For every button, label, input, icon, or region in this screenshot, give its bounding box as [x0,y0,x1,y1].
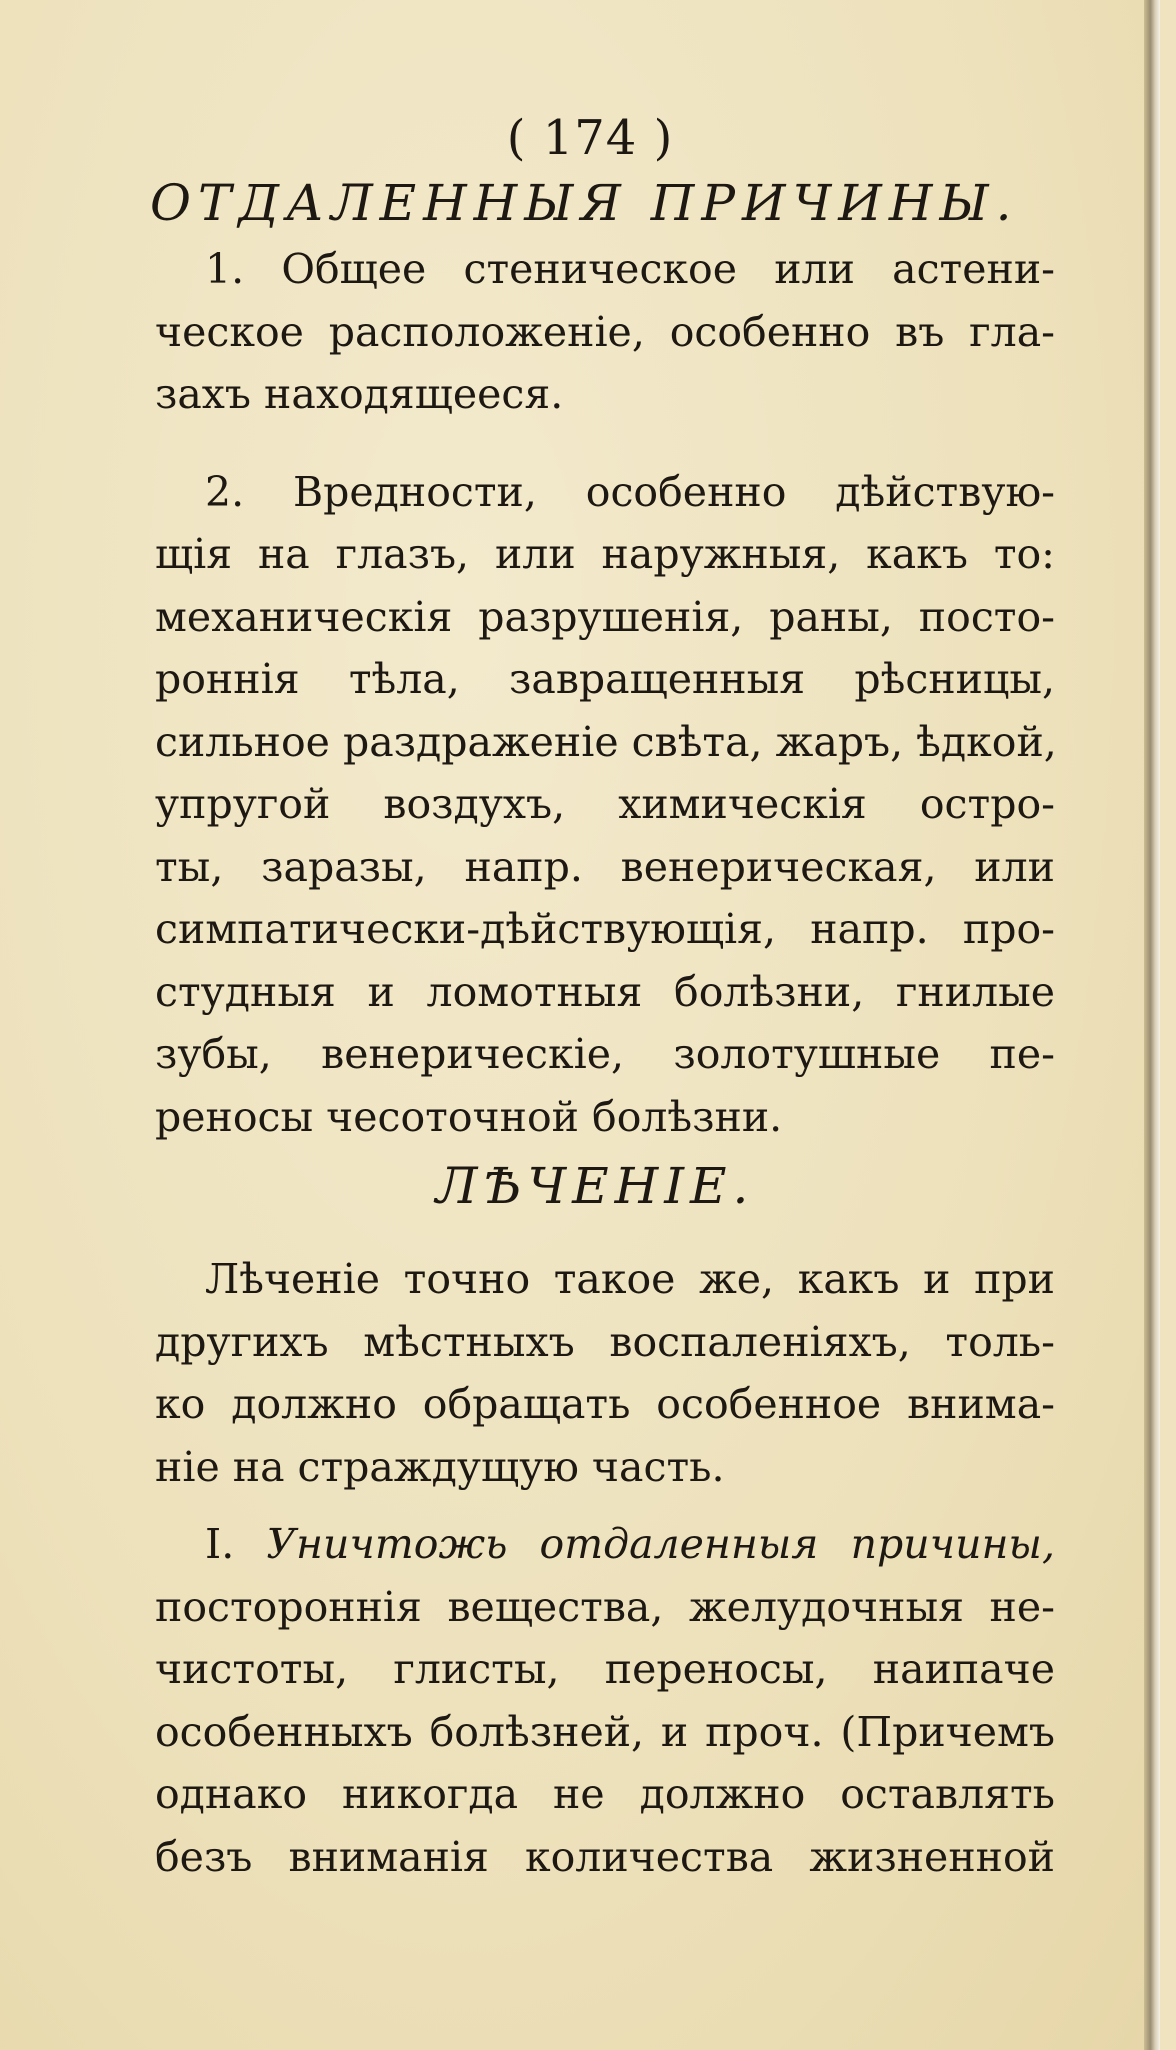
remote-cause-item-2 [155,461,1055,1149]
text-line: щія на глазъ, или наружныя, какъ то: [155,530,1055,578]
text-line: ческое расположеніе, особенно въ гла- [155,307,1055,356]
page-content [150,108,1057,1888]
italic-instruction: Уничтожь отдаленныя причины, [266,1520,1055,1568]
text-line: другихъ мѣстныхъ воспаленіяхъ, толь- [155,1317,1055,1366]
text-line: роннія тѣла, завращенныя рѣсницы, [155,655,1055,703]
remote-cause-item-1 [155,238,1055,426]
page-number: ( 174 ) [506,110,674,166]
text-line: реносы чесоточной болѣзни. [155,1092,783,1141]
text-line: ко должно обращать особенное внима- [155,1380,1055,1428]
text-line: ніе на страждущую часть. [155,1442,725,1491]
spacer [155,426,1055,461]
text-line: 2. Вредности, особенно дѣйствую- [205,467,1055,516]
text-line: однако никогда не должно оставлять [155,1770,1055,1818]
text-line: постороннія вещества, желудочныя не- [155,1582,1055,1631]
text-line: упругой воздухъ, химическія остро- [155,780,1055,828]
treatment-item-I [155,1513,1055,1888]
text-line: чистоты, глисты, переносы, наипаче [155,1645,1055,1693]
text-line [155,1513,1055,1576]
heading-remote-causes: ОТДАЛЕННЫЯ ПРИЧИНЫ. [150,174,1019,232]
page-edge [1144,0,1160,2050]
text-line: сильное раздраженіе свѣта, жаръ, ѣдкой, [155,717,1057,766]
item-label: I. [205,1520,235,1568]
text-line: симпатически-дѣйствующія, напр. про- [155,905,1055,953]
text-line: 1. Общее стеническое или астени- [205,245,1055,293]
spacer [155,1498,1055,1513]
heading-treatment: ЛѢЧЕНІЕ. [435,1157,755,1215]
text-line: особенныхъ болѣзней, и проч. (Причемъ [155,1707,1055,1756]
text-line: ты, заразы, напр. венерическая, или [155,842,1055,891]
text-line: зубы, венерическіе, золотушные пе- [155,1030,1055,1078]
treatment-intro [155,1248,1055,1498]
text-line: захъ находящееся. [155,370,564,418]
text-line: безъ вниманія количества жизненной [155,1832,1055,1881]
text-line: Лѣченіе точно такое же, какъ и при [205,1255,1055,1303]
text-line: студныя и ломотныя болѣзни, гнилые [155,967,1055,1016]
spacer [155,1224,1055,1248]
text-line: механическія разрушенія, раны, посто- [155,592,1055,641]
